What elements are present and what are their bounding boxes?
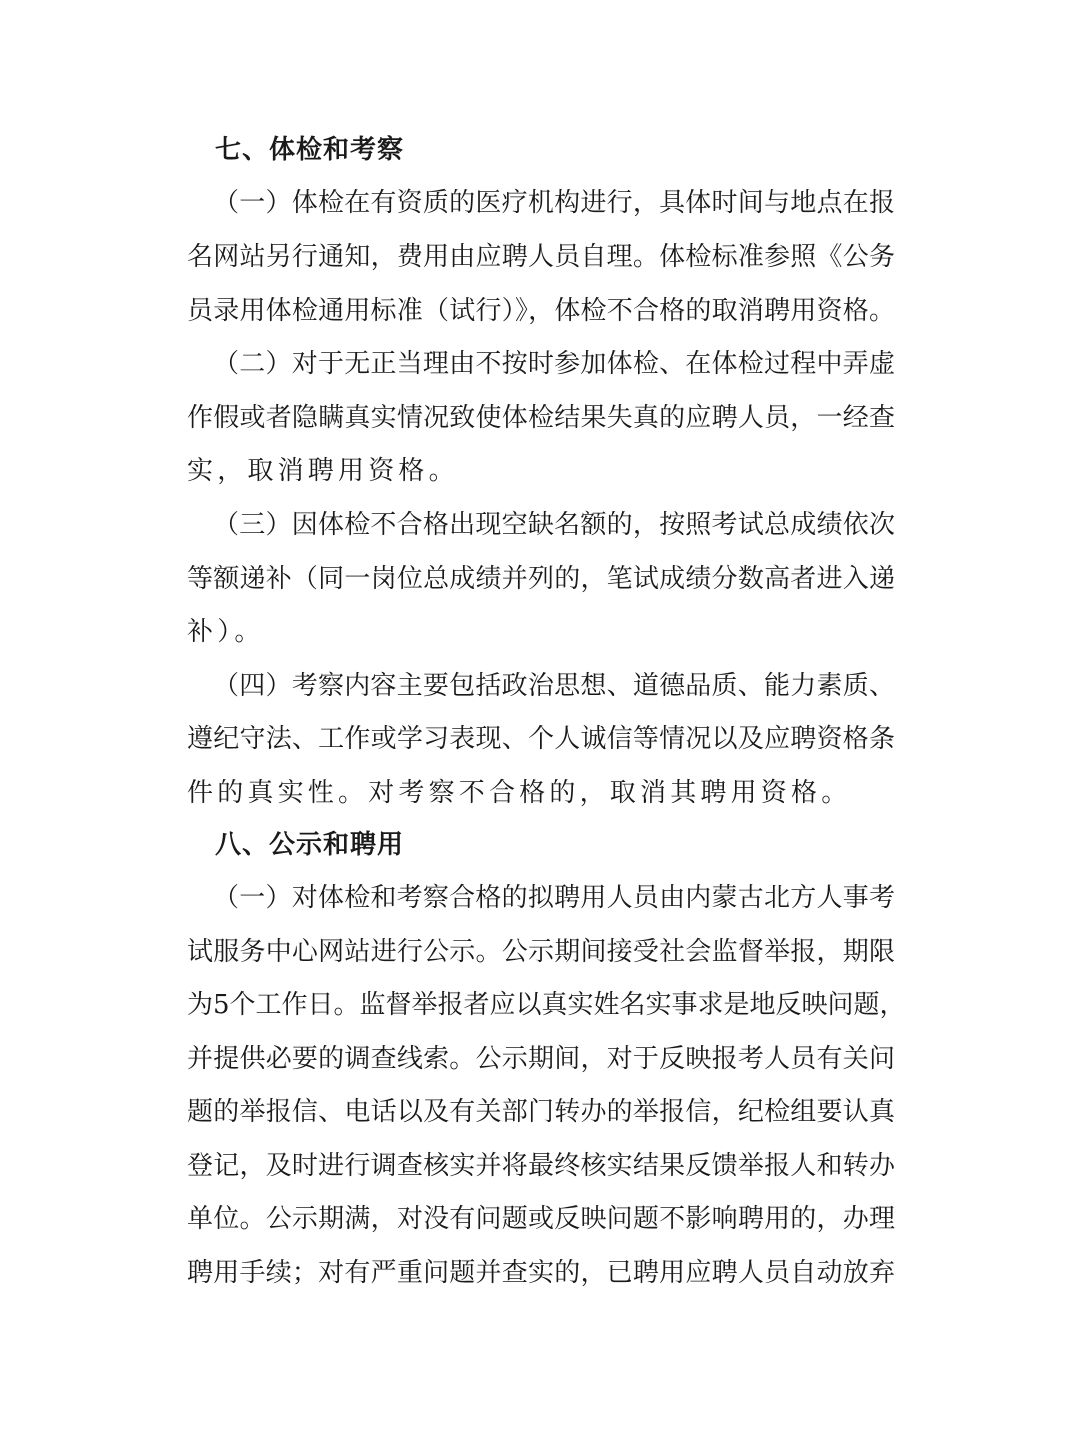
paragraph-line: 补）。 — [187, 617, 265, 647]
paragraph-line: 为5个工作日。监督举报者应以真实姓名实事求是地反映问题， — [187, 990, 906, 1020]
paragraph-line: 名网站另行通知，费用由应聘人员自理。体检标准参照《公务 — [187, 242, 895, 272]
paragraph-line: 登记，及时进行调查核实并将最终核实结果反馈举报人和转办 — [187, 1151, 895, 1181]
paragraph-line: （四）考察内容主要包括政治思想、道德品质、能力素质、 — [213, 671, 895, 701]
paragraph-line: （一）对体检和考察合格的拟聘用人员由内蒙古北方人事考 — [213, 883, 895, 913]
paragraph-line: 聘用手续；对有严重问题并查实的，已聘用应聘人员自动放弃 — [187, 1258, 895, 1288]
paragraph-line: 员录用体检通用标准（试行）》，体检不合格的取消聘用资格。 — [187, 296, 895, 326]
paragraph-line: 单位。公示期满，对没有问题或反映问题不影响聘用的，办理 — [187, 1204, 895, 1234]
paragraph-line: 试服务中心网站进行公示。公示期间接受社会监督举报，期限 — [187, 937, 895, 967]
paragraph-line: 遵纪守法、工作或学习表现、个人诚信等情况以及应聘资格条 — [187, 724, 895, 754]
paragraph-line: 题的举报信、电话以及有关部门转办的举报信，纪检组要认真 — [187, 1097, 895, 1127]
paragraph-line: 并提供必要的调查线索。公示期间，对于反映报考人员有关问 — [187, 1044, 895, 1074]
section-heading-8: 八、公示和聘用 — [215, 830, 405, 860]
paragraph-line: （三）因体检不合格出现空缺名额的，按照考试总成绩依次 — [213, 510, 895, 540]
paragraph-line: 等额递补（同一岗位总成绩并列的，笔试成绩分数高者进入递 — [187, 564, 895, 594]
paragraph-line: （二）对于无正当理由不按时参加体检、在体检过程中弄虚 — [213, 349, 895, 379]
paragraph-line: （一）体检在有资质的医疗机构进行，具体时间与地点在报 — [213, 188, 895, 218]
paragraph-line: 件的真实性。对考察不合格的，取消其聘用资格。 — [187, 778, 852, 808]
paragraph-line: 实，取消聘用资格。 — [187, 456, 459, 486]
section-heading-7: 七、体检和考察 — [215, 135, 405, 165]
paragraph-line: 作假或者隐瞒真实情况致使体检结果失真的应聘人员，一经查 — [187, 403, 895, 433]
